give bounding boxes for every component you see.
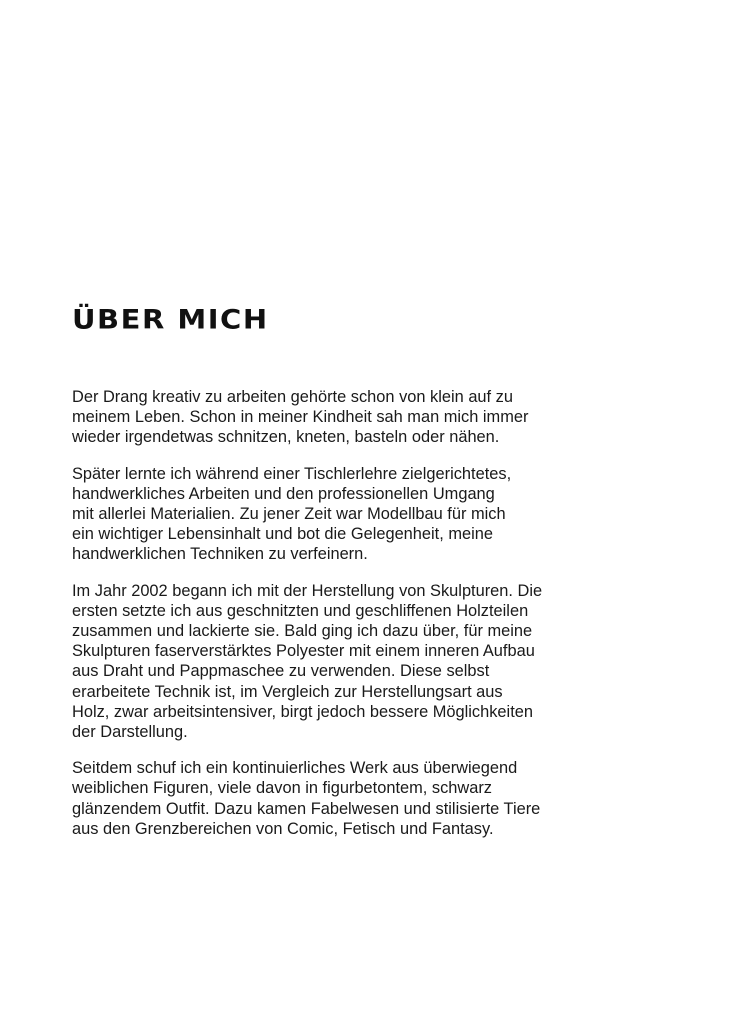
paragraph-childhood: Der Drang kreativ zu arbeiten gehörte schon von klein auf zu meinem Leben. Schon in meiner Kindheit sah man mich immer wieder irgendetwas schnitzen, kneten, basteln oder nähen. <box>72 388 529 447</box>
paragraph-work: Seitdem schuf ich ein kontinuierliches Werk aus überwiegend weiblichen Figuren, viele davon in figurbetontem, schwarz glänzendem Outfit. Dazu kamen Fabelwesen und stilisierte Tiere aus den Grenzbereichen von Comic, Fetisch und Fantasy. <box>72 759 541 838</box>
paragraph-sculptures: Im Jahr 2002 begann ich mit der Herstellung von Skulpturen. Die ersten setzte ich aus geschnitzten und geschliffenen Holzteilen zusammen und lackierte sie. Bald ging ich dazu über, für meine Skulpturen faserverstärktes Polyester mit einem inneren Aufbau aus Draht und Pappmaschee zu verwenden. Diese selbst erarbeitete Technik ist, im Vergleich zur Herstellungsart aus Holz, zwar arbeitsintensiver, birgt jedoch bessere Möglichkeiten der Darstellung. <box>72 581 543 742</box>
body-text <box>72 387 572 855</box>
page-title: ÜBER MICH <box>72 303 269 336</box>
paragraph-apprenticeship: Später lernte ich während einer Tischlerlehre zielgerichtetes, handwerkliches Arbeiten und den professionellen Umgang mit allerlei Materialien. Zu jener Zeit war Modellbau für mich ein wichtiger Lebensinhalt und bot die Gelegenheit, meine handwerklichen Techniken zu verfeinern. <box>72 464 512 564</box>
